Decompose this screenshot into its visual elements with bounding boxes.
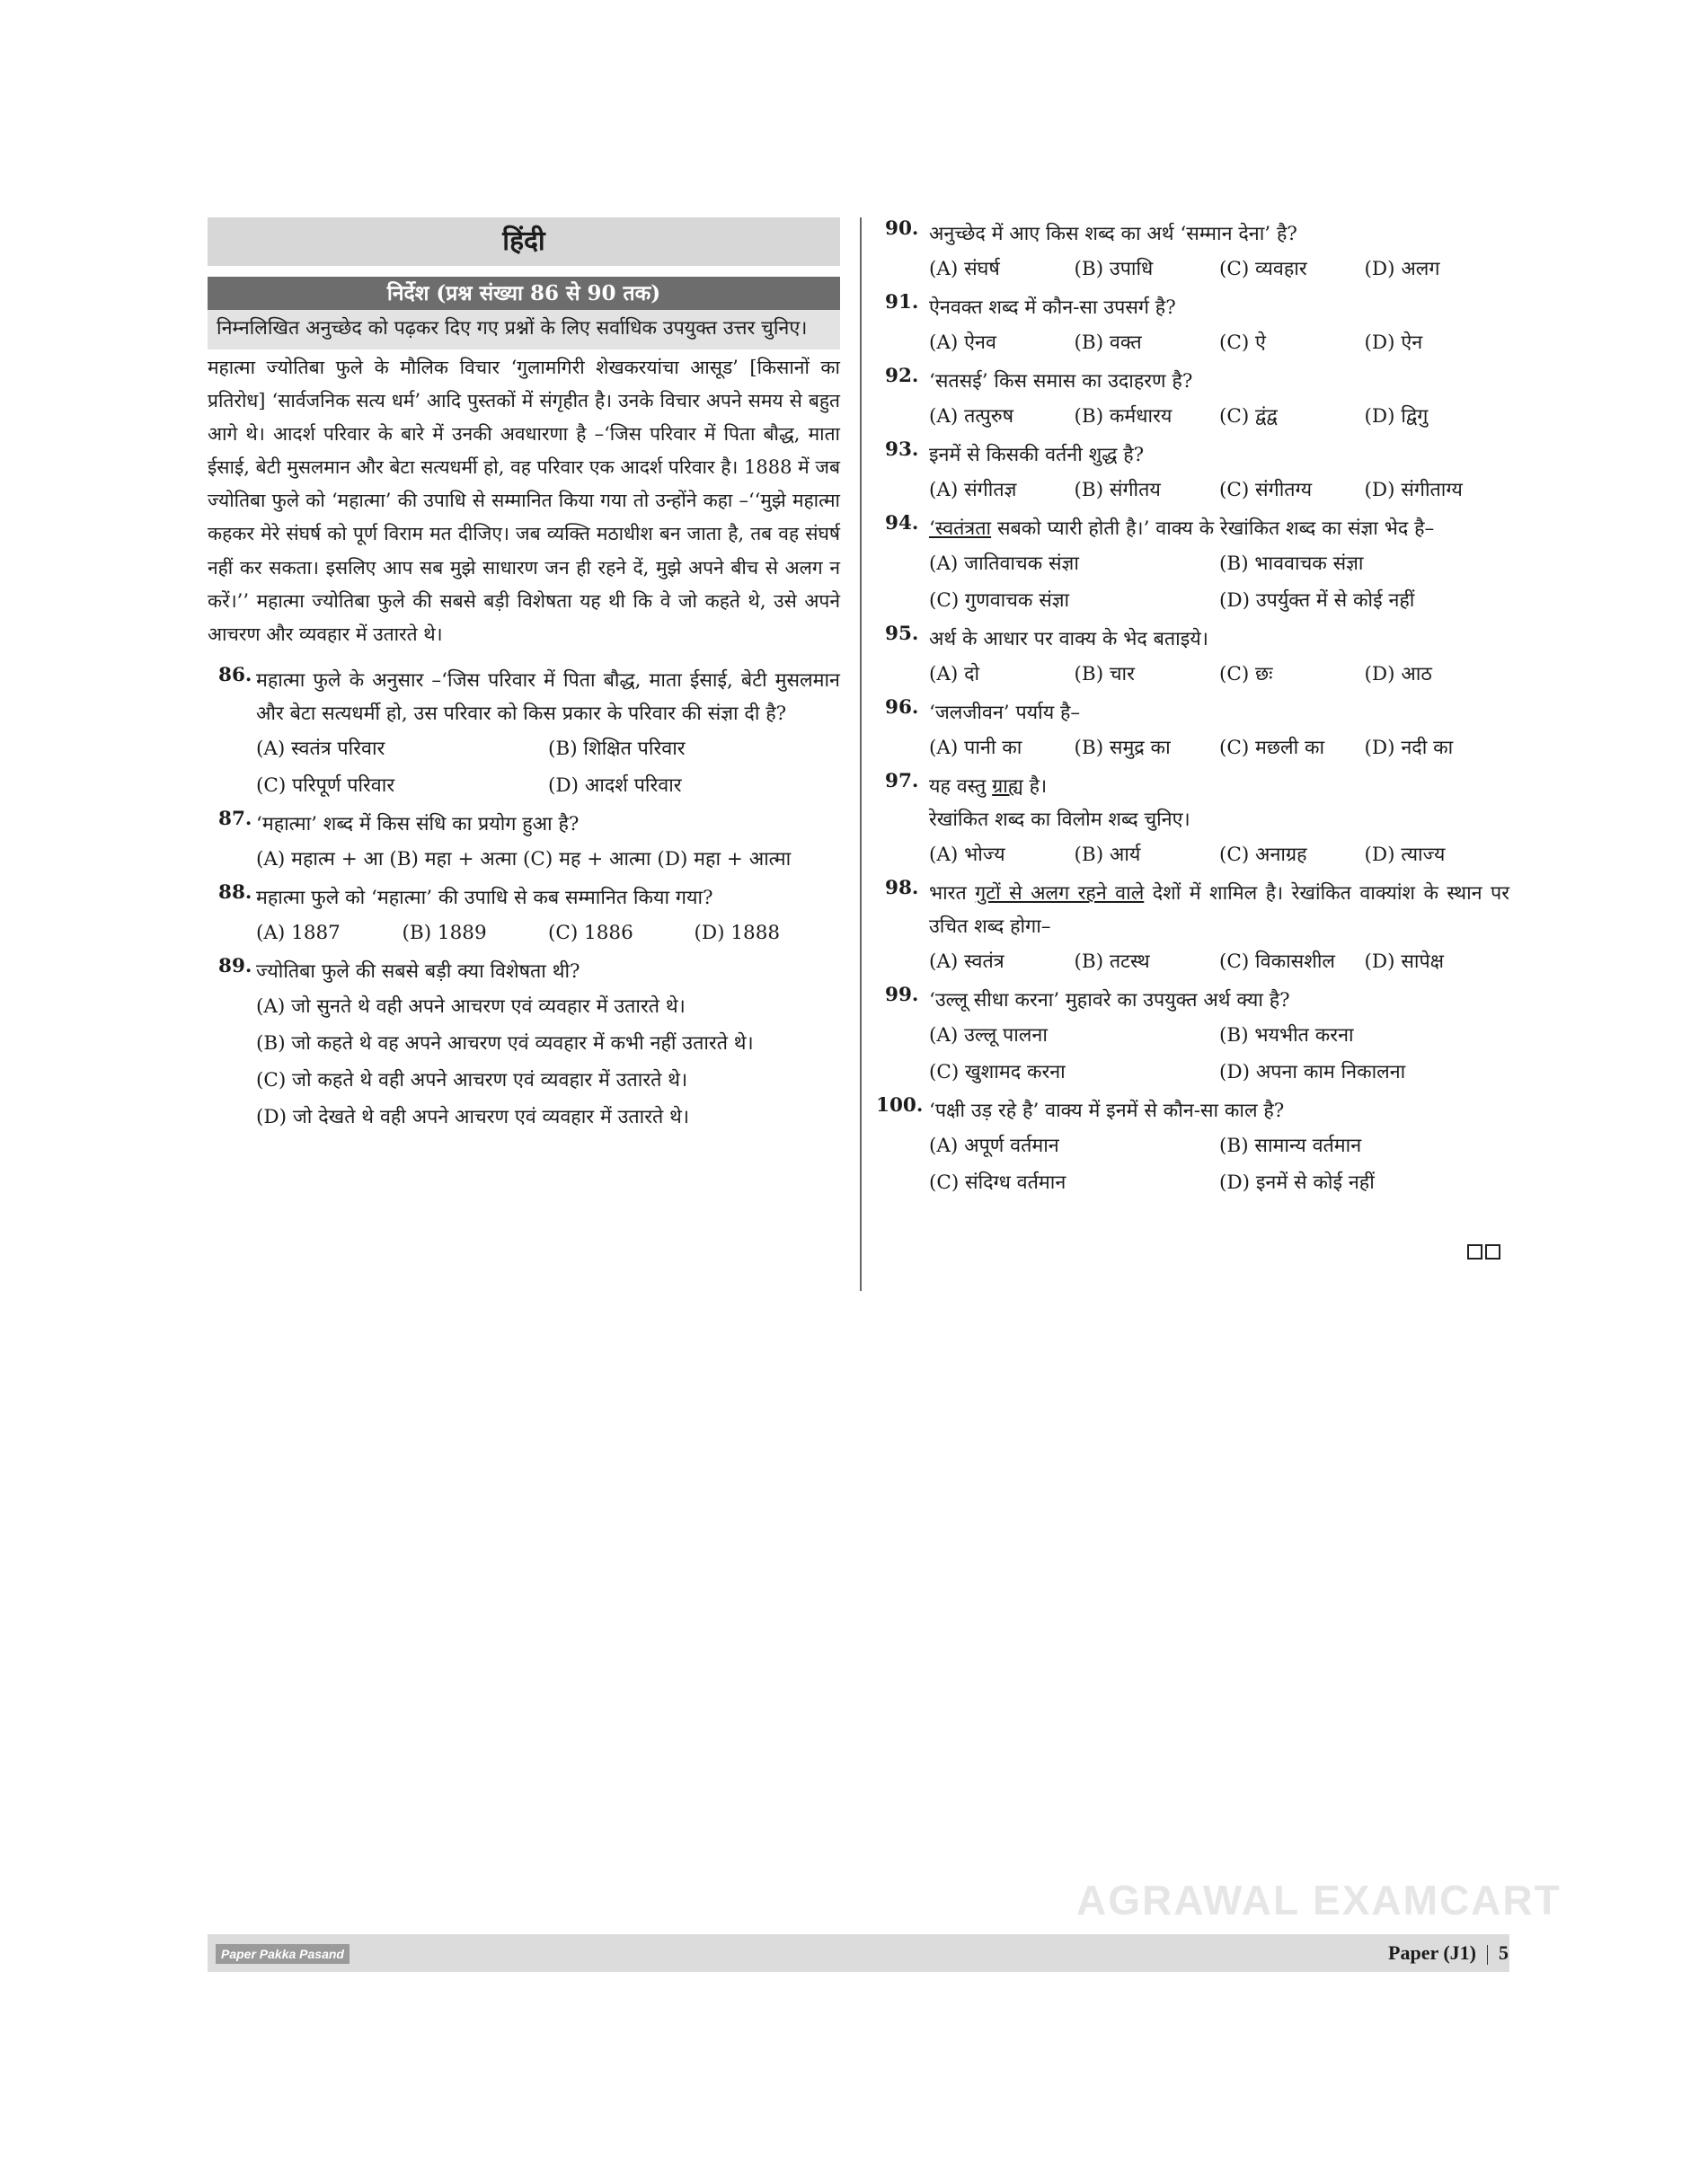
option-d: (D) जो देखते थे वही अपने आचरण एवं व्यवहार में उतारते थे।	[256, 1105, 689, 1128]
option-d: (D) अपना काम निकालना	[1219, 1061, 1406, 1083]
question-92	[881, 365, 1509, 435]
end-of-section-icon	[1467, 1244, 1503, 1263]
options	[929, 943, 1509, 980]
option-d: (D) उपर्युक्त में से कोई नहीं	[1219, 589, 1415, 612]
question-number: 88.	[218, 880, 252, 904]
question-text: यह वस्तु ग्राह्य है।	[929, 775, 1048, 798]
options	[256, 730, 840, 804]
instruction-text: निम्नलिखित अनुच्छेद को पढ़कर दिए गए प्रश्नों के लिए सर्वाधिक उपयुक्त उत्तर चुनिए।	[208, 310, 840, 349]
option-d: (D) नदी का	[1364, 737, 1454, 759]
option-d: (D) आदर्श परिवार	[548, 774, 682, 797]
options	[929, 1127, 1509, 1201]
question-89	[208, 955, 840, 1136]
option-b: (B) भयभीत करना	[1219, 1024, 1354, 1047]
options	[256, 841, 840, 878]
option-a: (A) 1887	[256, 921, 341, 944]
directions-bar: निर्देश (प्रश्न संख्या 86 से 90 तक)	[208, 277, 840, 310]
question-number: 93.	[885, 438, 919, 461]
underlined-word: ‘स्वतंत्रता	[929, 517, 992, 540]
question-90	[881, 217, 1509, 287]
option-a: (A) ऐनव	[929, 332, 996, 354]
option-c: (C) संगीतग्य	[1219, 479, 1313, 501]
question-number: 94.	[885, 512, 919, 535]
question-number: 91.	[885, 291, 919, 314]
question-94	[881, 512, 1509, 619]
option-c: (C) 1886	[548, 921, 633, 944]
question-text: महात्मा फुले के अनुसार –‘जिस परिवार में पिता बौद्ध, माता ईसाई, बेटी मुसलमान और बेटा सत्यधर्मी हो, उस परिवार को किस प्रकार के परिवार की संज्ञा दी है?	[256, 668, 840, 725]
option-a: (A) उल्लू पालना	[929, 1024, 1048, 1047]
option-a: (A) स्वतंत्र	[929, 950, 1004, 973]
options	[929, 656, 1509, 693]
option-c: (C) अनाग्रह	[1219, 844, 1307, 866]
option-d: (D) ऐन	[1364, 332, 1423, 354]
option-a: (A) भोज्य	[929, 844, 1005, 866]
options	[256, 915, 840, 951]
option-a: (A) जातिवाचक संज्ञा	[929, 553, 1079, 575]
question-text: अनुच्छेद में आए किस शब्द का अर्थ ‘सम्मान देना’ है?	[929, 223, 1297, 245]
question-91	[881, 291, 1509, 361]
option-c: (C) जो कहते थे वही अपने आचरण एवं व्यवहार में उतारते थे।	[256, 1068, 688, 1092]
question-87	[208, 808, 840, 878]
options	[929, 729, 1509, 766]
watermark: AGRAWAL EXAMCART	[1076, 1877, 1562, 1923]
option-b: (B) संगीतय	[1074, 479, 1161, 501]
footer-page-info	[1388, 1934, 1509, 1972]
right-column	[876, 217, 1510, 1201]
option-c: (C) परिपूर्ण परिवार	[256, 774, 395, 797]
question-text: ‘उल्लू सीधा करना’ मुहावरे का उपयुक्त अर्थ क्या है?	[929, 989, 1290, 1012]
question-number: 99.	[885, 984, 919, 1006]
question-text: ‘जलजीवन’ पर्याय है–	[929, 702, 1081, 724]
options	[929, 324, 1509, 361]
option-d: (D) आठ	[1364, 663, 1432, 685]
question-text: ‘सतसई’ किस समास का उदाहरण है?	[929, 370, 1193, 393]
option-a: (A) संघर्ष	[929, 258, 1000, 280]
option-a: (A) स्वतंत्र परिवार	[256, 737, 385, 760]
option-c: (C) द्वंद्व	[1219, 405, 1278, 428]
option-a: (A) तत्पुरुष	[929, 405, 1014, 428]
option-c: (C) मछली का	[1219, 737, 1325, 759]
option-b: (B) कर्मधारय	[1074, 405, 1173, 428]
question-text: ऐनवक्त शब्द में कौन-सा उपसर्ग है?	[929, 296, 1176, 319]
column-divider	[860, 217, 862, 1291]
option-b: (B) शिक्षित परिवार	[548, 737, 686, 760]
option-c: (C) संदिग्ध वर्तमान	[929, 1171, 1066, 1194]
option-c: (C) विकासशील	[1219, 950, 1335, 973]
left-column	[208, 217, 840, 1136]
option-b: (B) 1889	[402, 921, 487, 944]
option-a: (A) अपूर्ण वर्तमान	[929, 1135, 1059, 1157]
option-c: (C) व्यवहार	[1219, 258, 1307, 280]
options	[929, 251, 1509, 287]
option-a: (A) पानी का	[929, 737, 1022, 759]
options	[929, 472, 1509, 508]
option-d: (D) 1888	[694, 921, 781, 944]
question-86	[208, 664, 840, 804]
option-b: (B) उपाधि	[1074, 258, 1154, 280]
passage-text: महात्मा ज्योतिबा फुले के मौलिक विचार ‘गुलामगिरी शेखकरयांचा आसूड’ [किसानों का प्रतिरोध] ‘सार्वजनिक सत्य धर्म’ आदि पुस्तकों में संगृहीत है। उनके विचार अपने समय से बहुत आगे थे। आदर्श परिवार के बारे में उनकी अवधारणा है –‘जिस परिवार में पिता बौद्ध, माता ईसाई, बेटी मुसलमान और बेटा सत्यधर्मी हो, वह परिवार एक आदर्श परिवार है। 1888 में जब ज्योतिबा फुले को ‘महात्मा’ की उपाधि से सम्मानित किया गया तो उन्होंने कहा –‘‘मुझे महात्मा कहकर मेरे संघर्ष को पूर्ण विराम मत दीजिए। जब व्यक्ति मठाधीश बन जाता है, तब वह संघर्ष नहीं कर सकता। इसलिए आप सब मुझे साधारण जन ही रहने दें, मुझे अपने बीच से अलग न करें।’’ महात्मा ज्योतिबा फुले की सबसे बड़ी विशेषता यह थी कि वे जो कहते थे, उसे अपने आचरण और व्यवहार में उतारते थे।	[208, 357, 840, 645]
question-text: महात्मा फुले को ‘महात्मा’ की उपाधि से कब सम्मानित किया गया?	[256, 886, 713, 909]
option-c: (C) ऐ	[1219, 332, 1266, 354]
question-number: 90.	[885, 217, 919, 240]
question-number: 97.	[885, 770, 919, 792]
options	[256, 988, 840, 1136]
option-d: (D) संगीताग्य	[1364, 479, 1463, 501]
option-c: (C) गुणवाचक संज्ञा	[929, 589, 1070, 612]
question-text: इनमें से किसकी वर्तनी शुद्ध है?	[929, 444, 1145, 466]
option-a: (A) दो	[929, 663, 980, 685]
question-88	[208, 881, 840, 951]
question-text: अर्थ के आधार पर वाक्य के भेद बताइये।	[929, 628, 1208, 650]
option-c: (C) छः	[1219, 663, 1273, 685]
option-b: (B) आर्य	[1074, 844, 1141, 866]
option-b: (B) भाववाचक संज्ञा	[1219, 553, 1364, 575]
underlined-word: ग्राह्य	[992, 775, 1023, 798]
options	[929, 1017, 1509, 1091]
question-number: 92.	[885, 365, 919, 387]
question-text: ‘स्वतंत्रता सबको प्यारी होती है।’ वाक्य के रेखांकित शब्द का संज्ञा भेद है–	[929, 517, 1435, 540]
question-100	[876, 1094, 1509, 1201]
option-d: (D) अलग	[1364, 258, 1440, 280]
question-98	[881, 877, 1509, 980]
options	[929, 398, 1509, 435]
option-b: (B) तटस्थ	[1074, 950, 1150, 973]
page-number: 5	[1499, 1941, 1509, 1964]
question-93	[881, 438, 1509, 508]
question-text: भारत गुटों से अलग रहने वाले देशों में शामिल है। रेखांकित वाक्यांश के स्थान पर उचित शब्द होगा–	[929, 882, 1510, 938]
options	[929, 836, 1509, 873]
option-b: (B) चार	[1074, 663, 1135, 685]
question-subtext: रेखांकित शब्द का विलोम शब्द चुनिए।	[929, 809, 1190, 831]
options-line: (A) महात्म + आ (B) महा + अत्मा (C) मह + आत्मा (D) महा + आत्मा	[256, 847, 792, 871]
question-99	[881, 984, 1509, 1091]
question-number: 100.	[876, 1094, 924, 1117]
option-d: (D) त्याज्य	[1364, 844, 1446, 866]
footer-logo: Paper Pakka Pasand	[216, 1944, 350, 1964]
question-number: 98.	[885, 877, 919, 899]
option-a: (A) जो सुनते थे वही अपने आचरण एवं व्यवहार में उतारते थे।	[256, 995, 686, 1018]
footer-separator	[1487, 1945, 1488, 1965]
option-b: (B) जो कहते थे वह अपने आचरण एवं व्यवहार में कभी नहीं उतारते थे।	[256, 1031, 754, 1055]
subject-header: हिंदी	[208, 217, 840, 266]
option-d: (D) द्विगु	[1364, 405, 1429, 428]
option-a: (A) संगीतज्ञ	[929, 479, 1017, 501]
question-number: 87.	[218, 807, 252, 830]
question-number: 96.	[885, 696, 919, 719]
question-text: ज्योतिबा फुले की सबसे बड़ी क्या विशेषता थी?	[256, 959, 580, 983]
question-number: 86.	[218, 663, 252, 686]
underlined-phrase: गुटों से अलग रहने वाले	[975, 882, 1145, 905]
option-d: (D) इनमें से कोई नहीं	[1219, 1171, 1375, 1194]
question-95	[881, 623, 1509, 693]
options	[929, 545, 1509, 619]
option-c: (C) खुशामद करना	[929, 1061, 1066, 1083]
question-96	[881, 696, 1509, 766]
footer-bar	[208, 1934, 1509, 1972]
question-number: 89.	[218, 954, 252, 977]
question-97	[881, 770, 1509, 873]
paper-label: Paper (J1)	[1388, 1941, 1476, 1964]
option-b: (B) सामान्य वर्तमान	[1219, 1135, 1362, 1157]
option-b: (B) समुद्र का	[1074, 737, 1171, 759]
option-b: (B) वक्त	[1074, 332, 1142, 354]
question-text: ‘महात्मा’ शब्द में किस संधि का प्रयोग हुआ है?	[256, 812, 580, 835]
question-text: ‘पक्षी उड़ रहे है’ वाक्य में इनमें से कौन-सा काल है?	[929, 1100, 1285, 1122]
question-number: 95.	[885, 623, 919, 645]
option-d: (D) सापेक्ष	[1364, 950, 1445, 973]
